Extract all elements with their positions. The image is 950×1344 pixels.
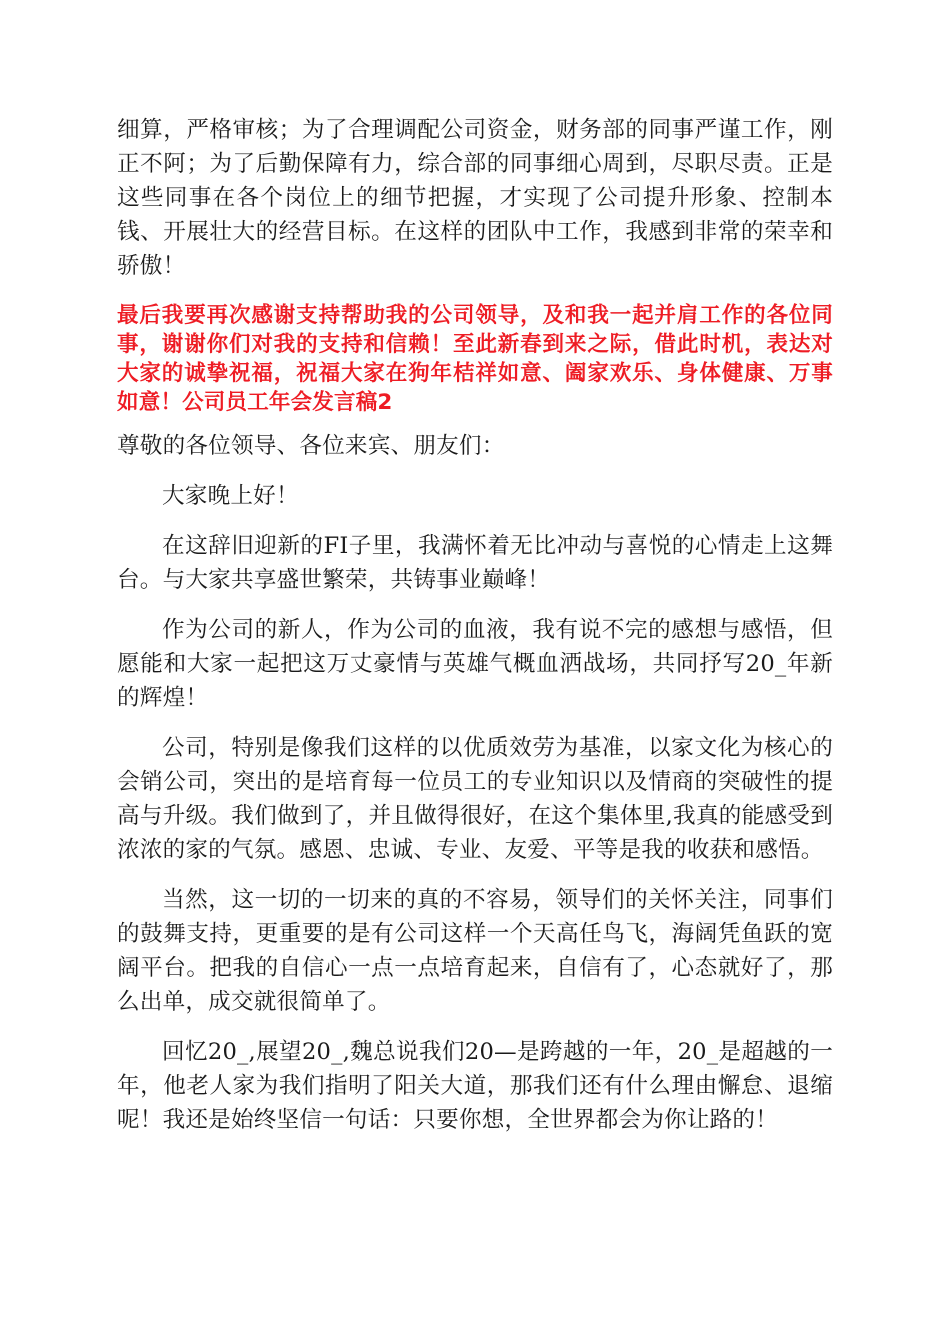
- paragraph-body: 回忆20_,展望20_,魏总说我们20—是跨越的一年，20_是超越的一年，他老人家为我们指明了阳关大道，那我们还有什么理由懈怠、退缩呢！我还是始终坚信一句话：只要你想，全世界都会为你让路的！: [117, 1039, 833, 1133]
- paragraph-greeting: 大家晚上好！: [162, 483, 299, 509]
- paragraph-body: 公司，特别是像我们这样的以优质效劳为基准，以家文化为核心的会销公司，突出的是培育每一位员工的专业知识以及情商的突破性的提高与升级。我们做到了，并且做得很好，在这个集体里,我真的能感受到浓浓的家的气氛。感恩、忠诚、专业、友爱、平等是我的收获和感悟。: [117, 735, 833, 863]
- paragraph-salutation: 尊敬的各位领导、各位来宾、朋友们：: [117, 433, 505, 459]
- document-body: [117, 113, 833, 1153]
- paragraph-highlighted-closing: 最后我要再次感谢支持帮助我的公司领导，及和我一起并肩工作的各位同事，谢谢你们对我的支持和信赖！至此新春到来之际，借此时机，表达对大家的诚挚祝福，祝福大家在狗年桔祥如意、阖家欢乐、身体健康、万事如意！公司员工年会发言稿2: [117, 303, 833, 415]
- paragraph-body: 在这辞旧迎新的FI子里，我满怀着无比冲动与喜悦的心情走上这舞台。与大家共享盛世繁荣，共铸事业巅峰！: [117, 533, 833, 593]
- paragraph-body: 当然，这一切的一切来的真的不容易，领导们的关怀关注，同事们的鼓舞支持，更重要的是有公司这样一个天高任鸟飞，海阔凭鱼跃的宽阔平台。把我的自信心一点一点培育起来，自信有了，心态就好了，那么出单，成交就很简单了。: [117, 887, 833, 1015]
- paragraph-continued: 细算，严格审核；为了合理调配公司资金，财务部的同事严谨工作，刚正不阿；为了后勤保障有力，综合部的同事细心周到，尽职尽责。正是这些同事在各个岗位上的细节把握，才实现了公司提升形象、控制本钱、开展壮大的经营目标。在这样的团队中工作，我感到非常的荣幸和骄傲！: [117, 117, 833, 279]
- paragraph-body: 作为公司的新人，作为公司的血液，我有说不完的感想与感悟，但愿能和大家一起把这万丈豪情与英雄气概血洒战场，共同抒写20_年新的辉煌！: [117, 617, 833, 711]
